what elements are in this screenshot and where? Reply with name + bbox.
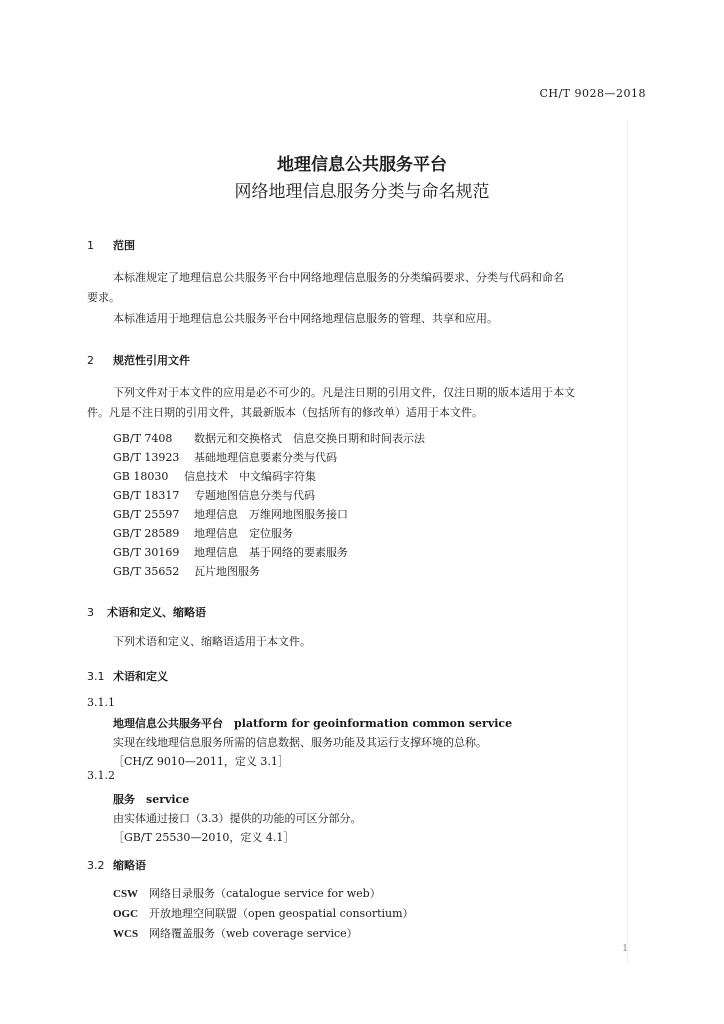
term-3-1-1-source: ［CH/Z 9010—2011，定义 3.1］ xyxy=(113,755,289,768)
reference-item: GB/T 13923 基础地理信息要素分类与代码 xyxy=(113,451,337,464)
section-2-para-line2: 件。凡是不注日期的引用文件，其最新版本（包括所有的修改单）适用于本文件。 xyxy=(87,406,483,419)
page-edge-line xyxy=(627,120,628,964)
abbreviation-item: WCS 网络覆盖服务（web coverage service） xyxy=(113,927,358,940)
term-3-1-2-source: ［GB/T 25530—2010，定义 4.1］ xyxy=(113,831,295,844)
section-3-2-heading: 3.2 缩略语 xyxy=(87,859,146,872)
section-1-para2: 本标准适用于地理信息公共服务平台中网络地理信息服务的管理、共享和应用。 xyxy=(113,312,498,325)
reference-item: GB/T 28589 地理信息 定位服务 xyxy=(113,527,293,540)
section-3-intro: 下列术语和定义、缩略语适用于本文件。 xyxy=(113,635,311,648)
section-2-para-line1: 下列文件对于本文件的应用是必不可少的。凡是注日期的引用文件，仅注日期的版本适用于本文 xyxy=(113,386,575,399)
section-2-heading: 2 规范性引用文件 xyxy=(87,354,190,367)
reference-item: GB/T 7408 数据元和交换格式 信息交换日期和时间表示法 xyxy=(113,432,425,445)
term-3-1-2-definition: 由实体通过接口（3.3）提供的功能的可区分部分。 xyxy=(113,812,362,825)
document-title-line1: 地理信息公共服务平台 xyxy=(277,155,447,175)
reference-item: GB 18030 信息技术 中文编码字符集 xyxy=(113,470,316,483)
term-3-1-1-definition: 实现在线地理信息服务所需的信息数据、服务功能及其运行支撑环境的总称。 xyxy=(113,736,487,749)
section-3-heading: 3 术语和定义、缩略语 xyxy=(87,606,206,619)
reference-item: GB/T 18317 专题地图信息分类与代码 xyxy=(113,489,315,502)
document-title-line2: 网络地理信息服务分类与命名规范 xyxy=(234,182,490,202)
term-3-1-2: 服务 service xyxy=(113,793,190,806)
standard-code: CH/T 9028—2018 xyxy=(539,87,646,100)
abbreviation-item: CSW 网络目录服务（catalogue service for web） xyxy=(113,887,381,900)
term-3-1-1: 地理信息公共服务平台 platform for geoinformation common service xyxy=(113,717,513,730)
term-3-1-2-number: 3.1.2 xyxy=(87,769,115,782)
abbreviation-item: OGC 开放地理空间联盟（open geospatial consortium） xyxy=(113,907,414,920)
reference-item: GB/T 30169 地理信息 基于网络的要素服务 xyxy=(113,546,348,559)
page-number: 1 xyxy=(622,944,628,954)
reference-item: GB/T 25597 地理信息 万维网地图服务接口 xyxy=(113,508,348,521)
section-3-1-heading: 3.1 术语和定义 xyxy=(87,670,168,683)
section-1-para1-line2: 要求。 xyxy=(87,291,120,304)
section-1-para1-line1: 本标准规定了地理信息公共服务平台中网络地理信息服务的分类编码要求、分类与代码和命名 xyxy=(113,271,564,284)
section-1-heading: 1 范围 xyxy=(87,239,135,252)
term-3-1-1-number: 3.1.1 xyxy=(87,696,115,709)
reference-item: GB/T 35652 瓦片地图服务 xyxy=(113,565,260,578)
